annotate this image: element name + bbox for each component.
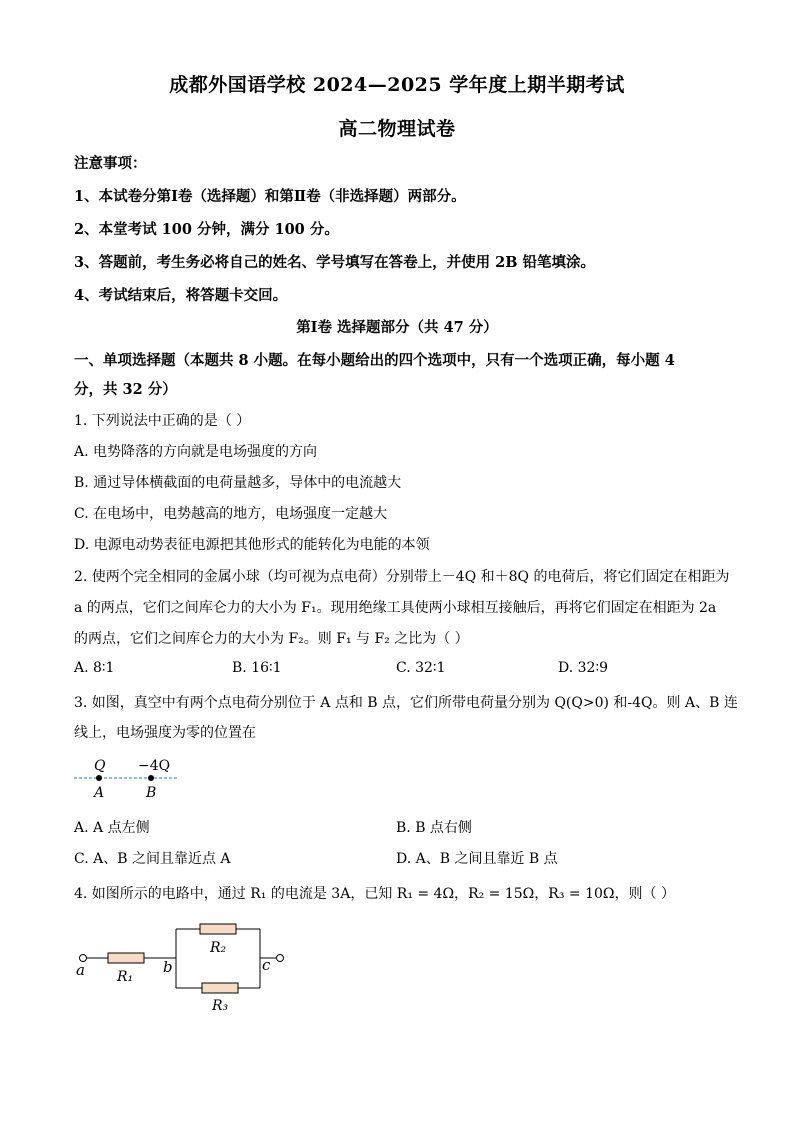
q1-option-a: A. 电势降落的方向就是电场强度的方向 [74,444,318,460]
q2-line: a 的两点，它们之间库仑力的大小为 F₁。现用绝缘工具使两小球相互接触后，再将它们固定在相距为 2a [74,600,717,616]
q3-option-d: D. A、B 之间且靠近 B 点 [396,851,558,867]
charge-a-label: Q [94,758,106,774]
notes-heading: 注意事项： [74,155,147,172]
q4-circuit-figure [70,912,295,1017]
q3-option-b: B. B 点右侧 [396,820,472,836]
exam-title: 成都外国语学校 2024—2025 学年度上期半期考试 [169,74,625,96]
point-b [148,775,154,781]
point-a [96,775,102,781]
q2-option-b: B. 16∶1 [232,660,282,676]
resistor-r1 [108,953,144,963]
q3-line: 3. 如图，真空中有两个点电荷分别位于 A 点和 B 点，它们所带电荷量分别为 Q(Q>0) 和-4Q。则 A、B 连 [74,695,738,711]
q1-option-c: C. 在电场中，电势越高的地方，电场强度一定越大 [74,506,388,522]
resistor-r3 [202,983,238,993]
exam-subtitle: 高二物理试卷 [338,118,456,140]
node-b-label: b [163,958,173,976]
q2-line: 2. 使两个完全相同的金属小球（均可视为点电荷）分别带上－4Q 和＋8Q 的电荷后，将它们固定在相距为 [74,569,730,585]
note-item: 3、答题前，考生务必将自己的姓名、学号填写在答卷上，并使用 2B 铅笔填涂。 [74,254,596,271]
note-item: 4、考试结束后，将答题卡交回。 [74,287,288,304]
terminal-c [277,955,284,962]
node-a-label: a [76,961,85,979]
charge-b-label: −4Q [138,758,171,774]
point-b-label: B [146,785,157,801]
q2-line: 的两点，它们之间库仑力的大小为 F₂。则 F₁ 与 F₂ 之比为（ ） [74,631,469,647]
q2-option-c: C. 32∶1 [396,660,446,676]
q1-stem: 1. 下列说法中正确的是（ ） [74,413,251,429]
q3-line: 线上，电场强度为零的位置在 [74,725,256,741]
section-heading-cont: 分，共 32 分） [74,381,177,398]
note-item: 2、本堂考试 100 分钟，满分 100 分。 [74,221,339,238]
q2-option-d: D. 32∶9 [558,660,608,676]
node-c-label: c [262,956,271,974]
q3-charges-figure [70,752,185,804]
part1-title: 第Ⅰ卷 选择题部分（共 47 分） [296,319,498,336]
resistor-r2 [200,924,236,934]
note-item: 1、本试卷分第Ⅰ卷（选择题）和第Ⅱ卷（非选择题）两部分。 [74,188,466,205]
r1-label: R₁ [117,969,134,985]
point-a-label: A [94,785,105,801]
q2-option-a: A. 8∶1 [74,660,115,676]
q3-option-c: C. A、B 之间且靠近点 A [74,851,231,867]
r2-label: R₂ [210,940,227,956]
section-heading: 一、单项选择题（本题共 8 小题。在每小题给出的四个选项中，只有一个选项正确，每小题 4 [74,352,675,369]
q4-stem: 4. 如图所示的电路中，通过 R₁ 的电流是 3A，已知 R₁ = 4Ω，R₂ = 15Ω，R₃ = 10Ω，则（ ） [74,886,675,902]
r3-label: R₃ [212,998,229,1014]
q1-option-d: D. 电源电动势表征电源把其他形式的能转化为电能的本领 [74,537,430,553]
q3-option-a: A. A 点左侧 [74,820,150,836]
q1-option-b: B. 通过导体横截面的电荷量越多，导体中的电流越大 [74,475,402,491]
